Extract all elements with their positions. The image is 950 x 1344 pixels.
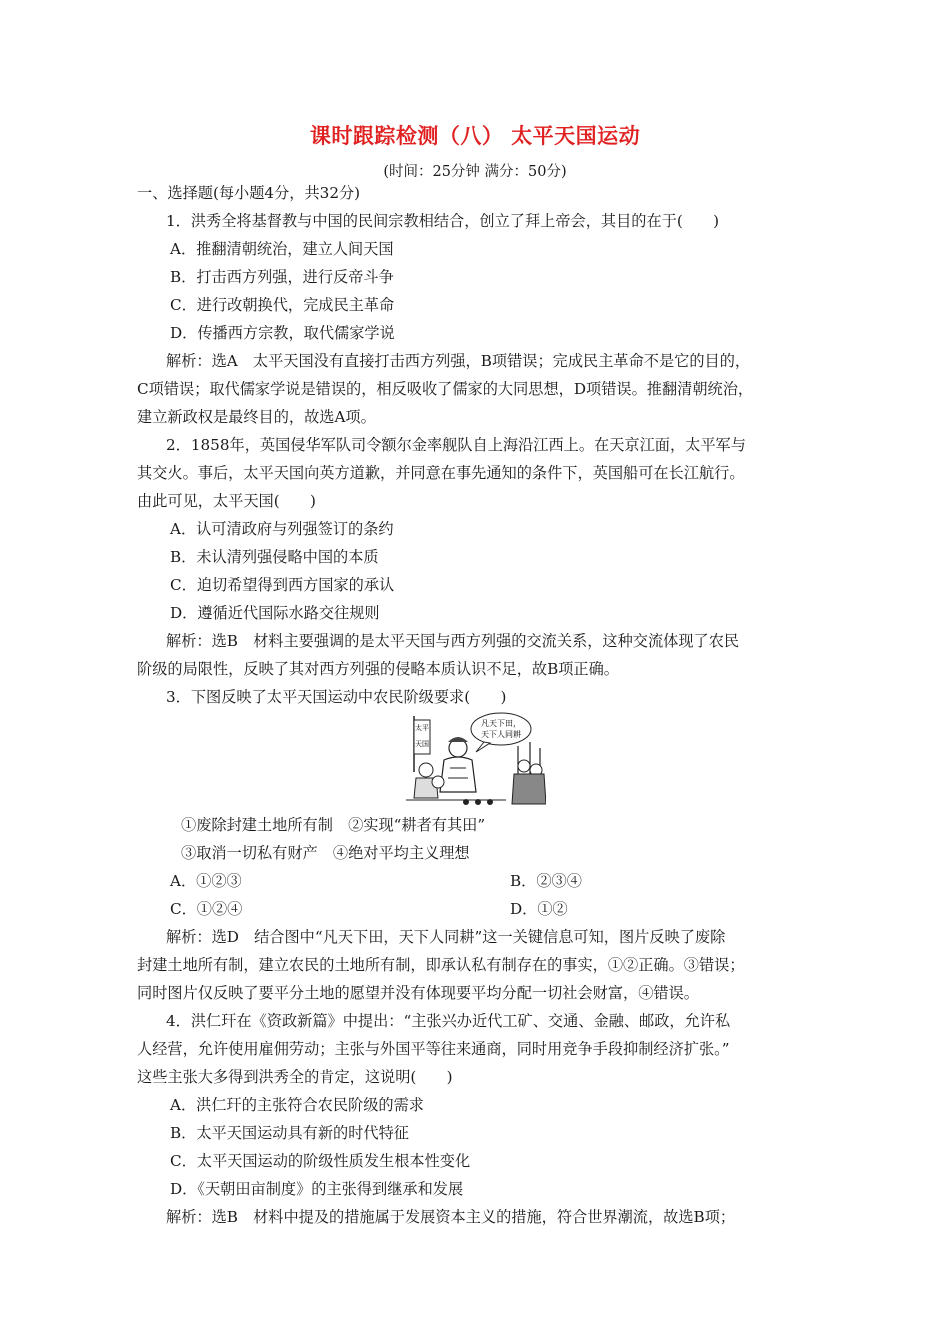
question-3-option-c: C．①②④ — [170, 900, 243, 918]
bubble-text-1: 凡天下田， — [481, 719, 521, 728]
question-2-stem: 其交火。事后，太平天国向英方道歉，并同意在事先通知的条件下，英国船可在长江航行。 — [137, 464, 745, 482]
question-3-analysis: 封建土地所有制，建立农民的土地所有制，即承认私有制存在的事实，①②正确。③错误； — [137, 956, 745, 974]
svg-text:天国: 天国 — [415, 740, 429, 748]
question-3-option-a: A．①②③ — [170, 872, 242, 890]
question-3-analysis: 同时图片仅反映了要平分土地的愿望并没有体现要平均分配一切社会财富，④错误。 — [137, 984, 699, 1002]
question-3-option-b: B．②③④ — [510, 872, 582, 890]
question-3-option-d: D．①② — [510, 900, 568, 918]
question-3-choice-line: ③取消一切私有财产 ④绝对平均主义理想 — [181, 844, 470, 862]
question-1-option-a: A．推翻清朝统治，建立人间天国 — [170, 240, 394, 258]
cartoon-illustration — [406, 712, 546, 806]
question-2-analysis: 解析：选B 材料主要强调的是太平天国与西方列强的交流关系，这种交流体现了农民 — [166, 632, 740, 650]
question-3-analysis: 解析：选D 结合图中“凡天下田，天下人同耕”这一关键信息可知，图片反映了废除 — [166, 928, 726, 946]
section-heading: 一、选择题(每小题4分，共32分) — [137, 184, 361, 202]
question-4-option-a: A．洪仁玕的主张符合农民阶级的需求 — [170, 1096, 424, 1114]
question-4-option-b: B．太平天国运动具有新的时代特征 — [170, 1124, 409, 1142]
question-4-stem: 4．洪仁玕在《资政新篇》中提出：“主张兴办近代工矿、交通、金融、邮政，允许私 — [166, 1012, 731, 1030]
question-2-stem: 2．1858年，英国侵华军队司令额尔金率舰队自上海沿江西上。在天京江面，太平军与 — [166, 436, 746, 454]
question-1-analysis: C项错误；取代儒家学说是错误的，相反吸收了儒家的大同思想，D项错误。推翻清朝统治， — [137, 380, 754, 398]
page-title: 课时跟踪检测（八） 太平天国运动 — [309, 124, 641, 148]
question-1-option-b: B．打击西方列强，进行反帝斗争 — [170, 268, 394, 286]
question-1-analysis: 建立新政权是最终目的，故选A项。 — [137, 408, 376, 426]
question-4-option-c: C．太平天国运动的阶级性质发生根本性变化 — [170, 1152, 471, 1170]
question-4-analysis: 解析：选B 材料中提及的措施属于发展资本主义的措施，符合世界潮流，故选B项； — [166, 1208, 736, 1226]
question-1-option-d: D．传播西方宗教，取代儒家学说 — [170, 324, 395, 342]
page-subtitle: (时间：25分钟 满分：50分) — [383, 164, 567, 180]
question-4-stem: 这些主张大多得到洪秀全的肯定，这说明( ) — [137, 1068, 453, 1086]
question-3-choice-line: ①废除封建土地所有制 ②实现“耕者有其田” — [181, 816, 486, 834]
question-1-option-c: C．进行改朝换代，完成民主革命 — [170, 296, 395, 314]
bubble-text-2: 天下人同耕 — [481, 730, 521, 739]
question-1-stem: 1．洪秀全将基督教与中国的民间宗教相结合，创立了拜上帝会，其目的在于( ) — [166, 212, 720, 230]
question-2-option-b: B．未认清列强侵略中国的本质 — [170, 548, 379, 566]
flag-text: 太平 — [415, 724, 429, 732]
question-2-option-c: C．迫切希望得到西方国家的承认 — [170, 576, 395, 594]
question-4-stem: 人经营，允许使用雇佣劳动；主张与外国平等往来通商，同时用竞争手段抑制经济扩张。” — [137, 1040, 730, 1058]
question-4-option-d: D．《天朝田亩制度》的主张得到继承和发展 — [170, 1180, 464, 1198]
question-3-stem: 3．下图反映了太平天国运动中农民阶级要求( ) — [166, 688, 507, 706]
question-2-option-a: A．认可清政府与列强签订的条约 — [170, 520, 394, 538]
question-2-stem: 由此可见，太平天国( ) — [137, 492, 316, 510]
question-2-option-d: D．遵循近代国际水路交往规则 — [170, 604, 380, 622]
question-2-analysis: 阶级的局限性，反映了其对西方列强的侵略本质认识不足，故B项正确。 — [137, 660, 619, 678]
question-1-analysis: 解析：选A 太平天国没有直接打击西方列强，B项错误；完成民主革命不是它的目的， — [166, 352, 751, 370]
